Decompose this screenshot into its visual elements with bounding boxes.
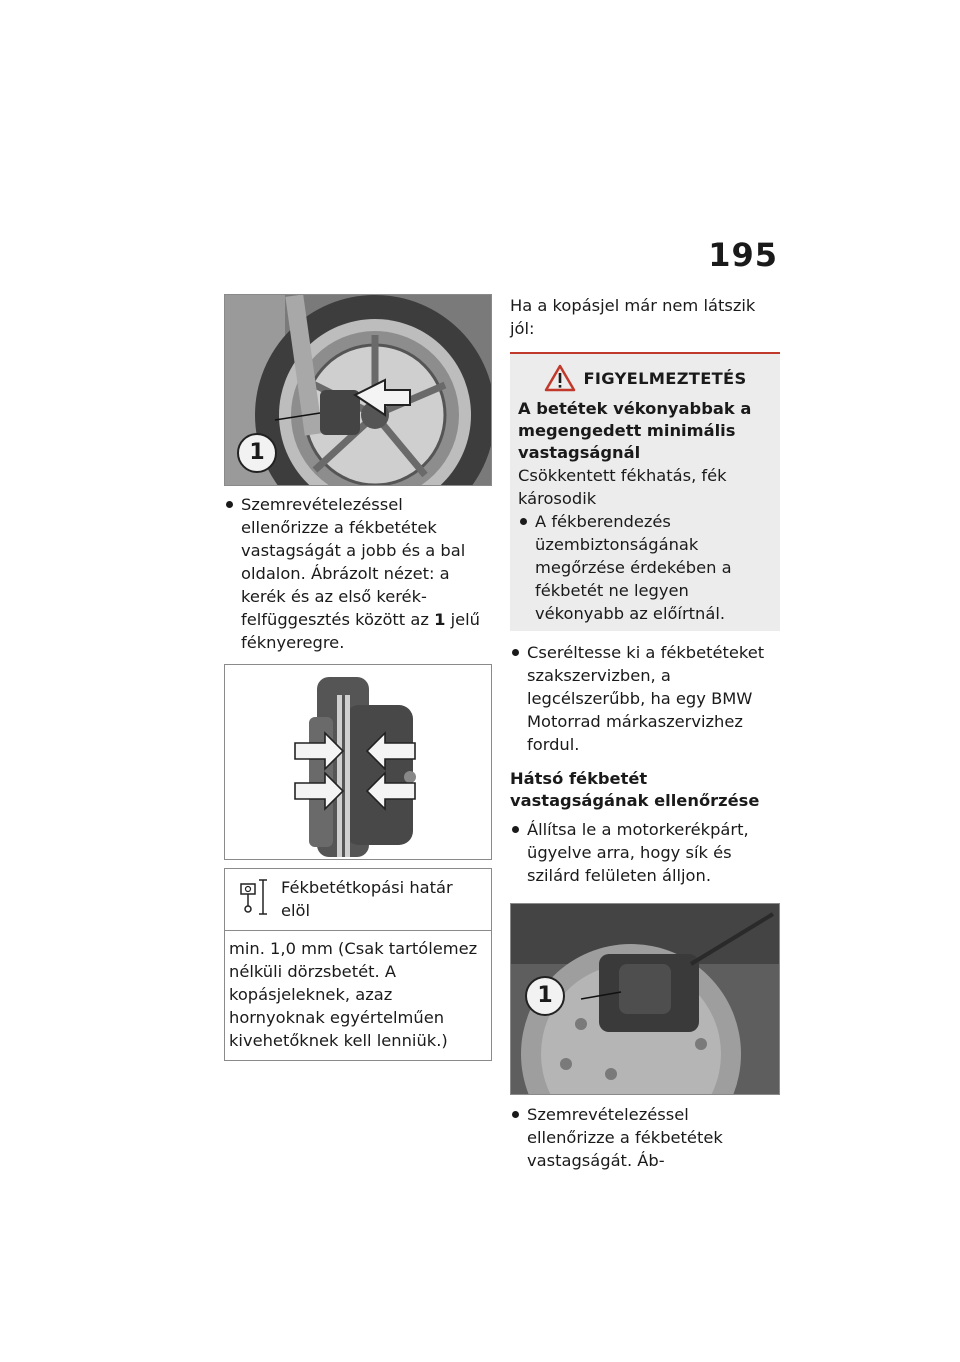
intro-text: Ha a kopásjel már nem látszik jól:: [510, 296, 756, 338]
bullet-text-a: Szemrevételezéssel ellenőrizze a fékbetétek vastagságát a jobb és a bal oldalon. Ábrázolt nézet: a kerék és az első kerék-felfüggesztés között az: [241, 495, 466, 629]
warning-triangle-icon: [544, 364, 576, 392]
bullet-park: Állítsa le a motorkerékpárt, ügyelve arra, hogy sík és szilárd felületen álljon.: [510, 818, 780, 887]
bullet-check-rear: Szemrevételezéssel ellenőrizze a fékbetétek vastagságát. Áb-: [510, 1103, 780, 1172]
bullet-text-b: jelű féknyeregre.: [241, 610, 480, 652]
bullet-inspect-front: [224, 493, 492, 654]
warning-box: [510, 352, 780, 631]
callout-1: 1: [237, 433, 277, 473]
measure-icon: [239, 876, 269, 916]
section-heading-rear: Hátsó fékbetét vastagságának ellenőrzése: [510, 769, 760, 810]
spec-header: [225, 869, 491, 931]
brake-caliper-diagram: [224, 664, 492, 860]
callout-1-rear: 1: [525, 976, 565, 1016]
left-column: [224, 294, 492, 1061]
wear-limit-spec: [224, 868, 492, 1061]
warning-bullet: A fékberendezés üzembiztonságának megőrzése érdekében a fékbetét ne legyen vékonyabb az előírtnál.: [518, 510, 772, 625]
bullet-replace: Cseréltesse ki a fékbetéteket szakszervizben, a legcélszerűbb, ha egy BMW Motorrad márkaszervizhez fordul.: [510, 641, 780, 756]
spec-label: Fékbetétkopási határ elöl: [281, 878, 453, 920]
page-number: 195: [708, 236, 778, 274]
warning-header: [518, 364, 772, 392]
warning-title: FIGYELMEZTETÉS: [583, 368, 747, 388]
spec-value: min. 1,0 mm (Csak tartólemez nélküli dörzsbetét. A kopásjeleknek, azaz hornyoknak egyértelműen kivehetőknek kell lenniük.): [229, 939, 478, 1050]
front-wheel-photo: [224, 294, 492, 486]
warning-consequence: Csökkentett fékhatás, fék károsodik: [518, 466, 727, 508]
rear-brake-photo: [510, 903, 780, 1095]
right-column: [510, 294, 780, 1172]
warning-subtitle: A betétek vékonyabbak a megengedett minimális vastagságnál: [518, 399, 752, 462]
bullet-bold-ref: 1: [434, 610, 446, 629]
